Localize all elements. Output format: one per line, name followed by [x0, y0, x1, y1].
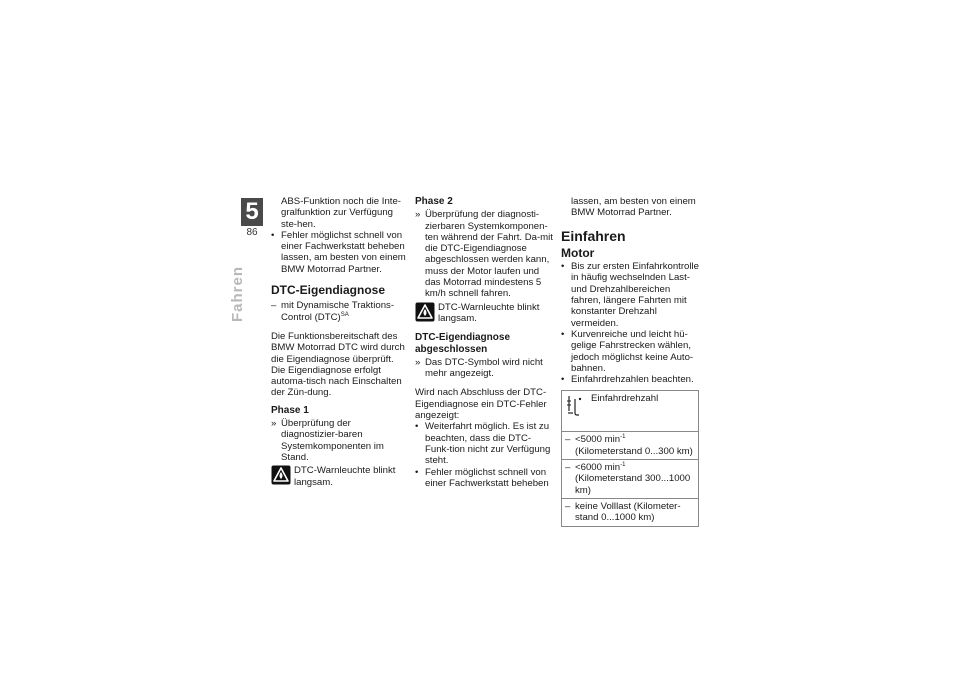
- arrow-marker: »: [415, 356, 421, 368]
- list-item-text: mit Dynamische Traktions-Control (DTC): [281, 300, 395, 323]
- list-item-text: Überprüfung der diagnosti-zierbaren Systemkomponen-ten während der Fahrt. Da-mit die DTC-Eigendiagnose abgeschlossen werden kann, muss der Motor laufen und das Motorrad mindestens 5 km/h schnell fahren.: [425, 209, 553, 300]
- chapter-side-title: Fahren: [229, 265, 246, 322]
- list-item-text: Fehler möglichst schnell von einer Fachwerkstatt beheben: [425, 466, 549, 489]
- table-row: [562, 498, 698, 526]
- list-item-text: Weiterfahrt möglich. Es ist zu beachten, dass die DTC-Funk-tion nicht zur Verfügung steht.: [425, 421, 551, 467]
- list-item: [561, 329, 699, 374]
- row-text-pre: <5000 min: [575, 434, 621, 446]
- dash-marker: –: [565, 434, 571, 446]
- sub-heading: DTC-Eigendiagnose abgeschlossen: [415, 332, 511, 355]
- dash-marker: –: [271, 300, 277, 312]
- tachometer-icon: [565, 393, 585, 417]
- dtc-warning-icon: [271, 465, 291, 485]
- list-item: [271, 230, 409, 275]
- phase-heading: Phase 1: [271, 404, 309, 416]
- list-item: [415, 467, 553, 490]
- indicator-note: [271, 465, 409, 488]
- list-item-text: Bis zur ersten Einfahrkontrolle in häufig wechselnden Last- und Drehzahlbereichen fahren, längere Fahrten mit konstanter Drehzahl vermeiden.: [571, 261, 699, 329]
- break-in-table: [561, 390, 699, 526]
- chapter-tab: [241, 198, 263, 238]
- table-header: [562, 391, 698, 431]
- section-heading: Motor: [561, 245, 595, 260]
- list-item: [415, 421, 553, 466]
- bullet-marker: •: [561, 328, 565, 340]
- arrow-marker: »: [415, 209, 421, 221]
- list-item-text: Überprüfung der diagnostizier-baren Systemkomponenten im Stand.: [281, 418, 384, 463]
- table-row: [562, 459, 698, 498]
- row-text-pre: keine Volllast (Kilometer-stand 0...1000 km): [575, 500, 681, 524]
- dash-marker: –: [565, 500, 571, 512]
- list-item: [271, 300, 409, 323]
- row-text-post: (Kilometerstand 0...300 km): [575, 445, 693, 457]
- list-item-text: Das DTC-Symbol wird nicht mehr angezeigt.: [425, 356, 543, 380]
- row-text-pre: <6000 min: [575, 462, 621, 474]
- column-1: [271, 196, 409, 490]
- list-item-text: Kurvenreiche und leicht hü-gelige Fahrstrecken wählen, jedoch möglichst keine Auto-bahnen.: [571, 328, 694, 374]
- list-item-text: Fehler möglichst schnell von einer Fachwerkstatt beheben lassen, am besten von einem BMW Motorrad Partner.: [281, 229, 406, 275]
- dtc-warning-icon: [415, 302, 435, 322]
- table-row: [562, 431, 698, 459]
- table-row-item: [565, 501, 695, 524]
- row-text-post: (Kilometerstand 300...1000 km): [575, 473, 691, 496]
- indicator-text: DTC-Warnleuchte blinkt langsam.: [294, 465, 396, 488]
- list-item: [561, 374, 699, 385]
- table-row-item: [565, 434, 695, 457]
- unit-exponent: -1: [620, 461, 626, 468]
- phase-heading: Phase 2: [415, 196, 453, 207]
- unit-exponent: -1: [620, 434, 626, 441]
- list-item-text: Einfahrdrehzahlen beachten.: [571, 374, 694, 386]
- paragraph: Die Funktionsbereitschaft des BMW Motorrad DTC wird durch die Eigendiagnose überprüft. Die Eigendiagnose erfolgt automa-tisch nach Einschalten der Zün-dung.: [271, 330, 405, 399]
- list-item: [271, 418, 409, 463]
- list-item: [561, 261, 699, 329]
- chapter-section-heading: Einfahren: [561, 227, 626, 244]
- paragraph: Wird nach Abschluss der DTC-Eigendiagnose ein DTC-Fehler angezeigt:: [415, 387, 547, 422]
- table-header-text: Einfahrdrehzahl: [591, 393, 659, 405]
- table-row-item: [565, 462, 695, 496]
- chapter-number: 5: [241, 198, 263, 226]
- bullet-marker: •: [561, 261, 565, 273]
- dash-marker: –: [565, 462, 571, 474]
- column-2: [415, 196, 553, 489]
- bullet-marker: •: [561, 374, 565, 386]
- continued-text: lassen, am besten von einem BMW Motorrad Partner.: [571, 196, 696, 219]
- list-item: [415, 357, 553, 380]
- page-number: 86: [246, 227, 258, 238]
- column-3: [561, 196, 699, 527]
- arrow-marker: »: [271, 418, 277, 430]
- indicator-note: [415, 302, 553, 325]
- bullet-marker: •: [271, 229, 275, 241]
- option-superscript: SA: [340, 311, 349, 318]
- continued-text: ABS-Funktion noch die Inte-gralfunktion zur Verfügung ste-hen.: [281, 196, 401, 230]
- section-heading: DTC-Eigendiagnose: [271, 283, 386, 298]
- list-item: [415, 209, 553, 299]
- indicator-text: DTC-Warnleuchte blinkt langsam.: [438, 301, 540, 324]
- bullet-marker: •: [415, 466, 419, 478]
- bullet-marker: •: [415, 421, 419, 433]
